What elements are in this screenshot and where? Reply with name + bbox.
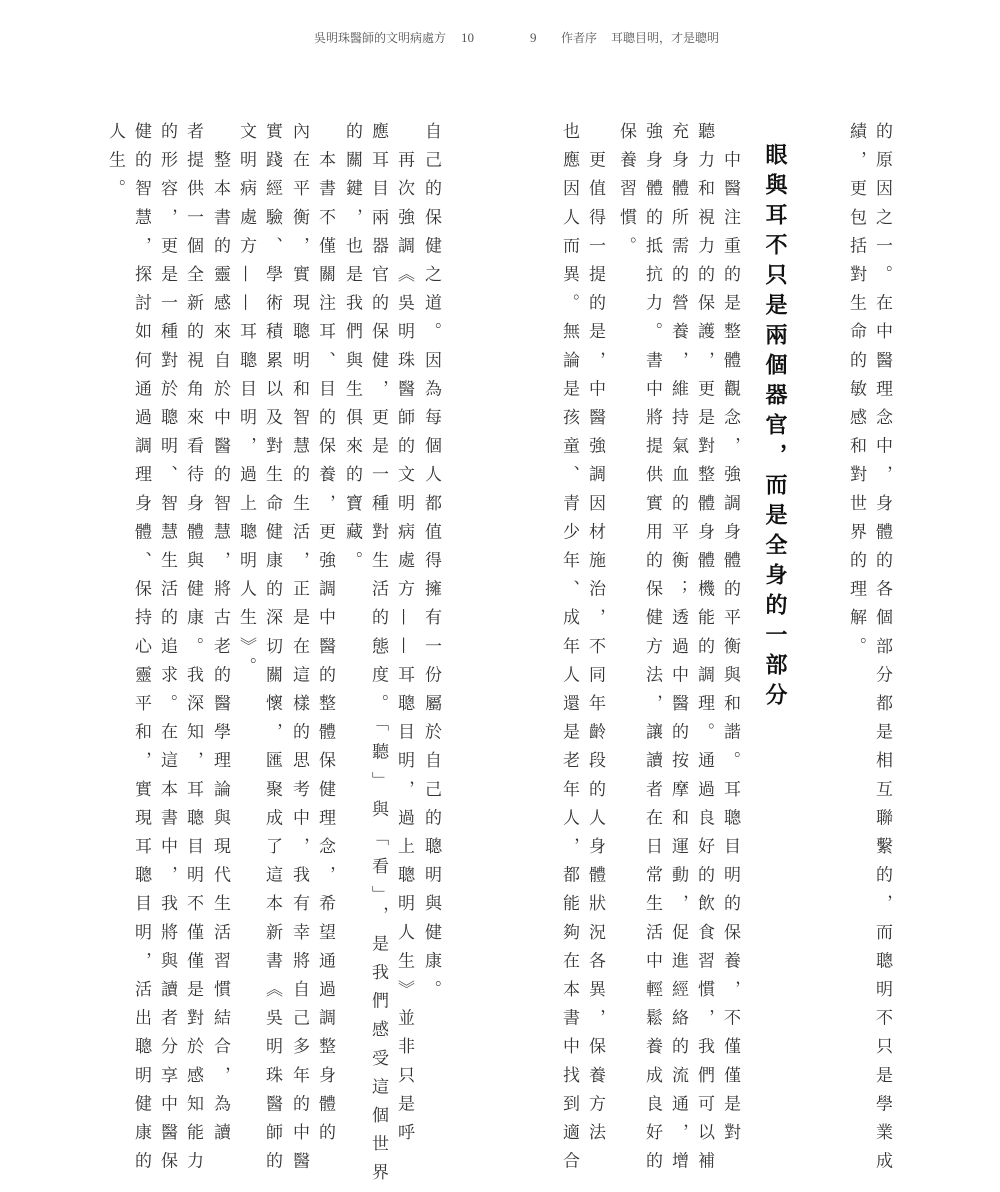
right-running-title: 耳聰目明，才是聰明 — [611, 31, 720, 45]
left-page-number: 10 — [461, 30, 474, 45]
text-column: 再次強調《吳明珠醫師的文明病處方——耳聰目明，過上聰明人生》並非只是呼 — [394, 122, 414, 1152]
text-column: 強身體的抵抗力。書中將提供實用的保健方法，讓讀者在日常生活中輕鬆養成良好的 — [642, 122, 662, 1181]
section-heading: 眼與耳不只是兩個器官，而是全身的一部分 — [762, 143, 788, 713]
text-column: 績，更包括對生命的敏感和對世界的理解。 — [846, 122, 866, 666]
left-running-title: 吳明珠醫師的文明病處方 — [314, 31, 447, 45]
text-column: 整本書的靈感來自於中醫的智慧，將古老的醫學理論與現代生活習慣結合，為讀 — [210, 122, 230, 1152]
text-column: 的原因之一。在中醫理念中，身體的各個部分都是相互聯繫的，而聰明不只是學業成 — [872, 122, 892, 1181]
text-column: 實踐經驗、學術積累以及對生命健康的深切關懷，匯聚成了這本新書《吳明珠醫師的 — [262, 122, 282, 1181]
text-column: 中醫注重的是整體觀念，強調身體的平衡與和諧。耳聰目明的保養，不僅僅是對 — [720, 122, 740, 1152]
text-column: 本書不僅關注耳、目的保養，更強調中醫的整體保健理念，希望通過調整身體的 — [315, 122, 335, 1152]
text-column: 健的智慧，探討如何通過調理身體、保持心靈平和，實現耳聰目明，活出聰明健康的 — [131, 122, 151, 1181]
text-column: 自己的保健之道。因為每個人都值得擁有一份屬於自己的聰明與健康。 — [421, 122, 441, 1009]
text-column: 的形容，更是一種對於聰明、智慧生活的追求。在這本書中，我將與讀者分享中醫保 — [157, 122, 177, 1181]
text-column: 者提供一個全新的視角來看待身體與健康。我深知，耳聰目明不僅僅是對於感知能力 — [183, 122, 203, 1181]
text-column: 內在平衡，實現聰明和智慧的生活，正是在這樣的思考中，我有幸將自己多年的中醫 — [289, 122, 309, 1181]
text-column: 聽力和視力的保護，更是對整體身體機能的調理。通過良好的飲食習慣，我們可以補 — [694, 122, 714, 1181]
text-column: 應耳目兩器官的保健，更是一種對生活的態度。「聽」與「看」，是我們感受這個世界 — [368, 122, 388, 1192]
right-running-section: 作者序 — [561, 31, 598, 45]
text-column: 充身體所需的營養，維持氣血的平衡；透過中醫的按摩和運動，促進經絡的流通，增 — [668, 122, 688, 1181]
text-column: 人生。 — [105, 122, 125, 208]
text-column: 的關鍵，也是我們與生俱來的寶藏。 — [342, 122, 362, 580]
text-column: 保養習慣。 — [616, 122, 636, 265]
text-column: 更值得一提的是，中醫強調因材施治，不同年齡段的人身體狀況各異，保養方法 — [585, 122, 605, 1152]
text-column: 文明病處方——耳聰目明，過上聰明人生》。 — [236, 122, 256, 686]
text-column: 也應因人而異。無論是孩童、青少年、成年人還是老年人，都能夠在本書中找到適合 — [559, 122, 579, 1181]
right-page-number: 9 — [530, 30, 537, 45]
